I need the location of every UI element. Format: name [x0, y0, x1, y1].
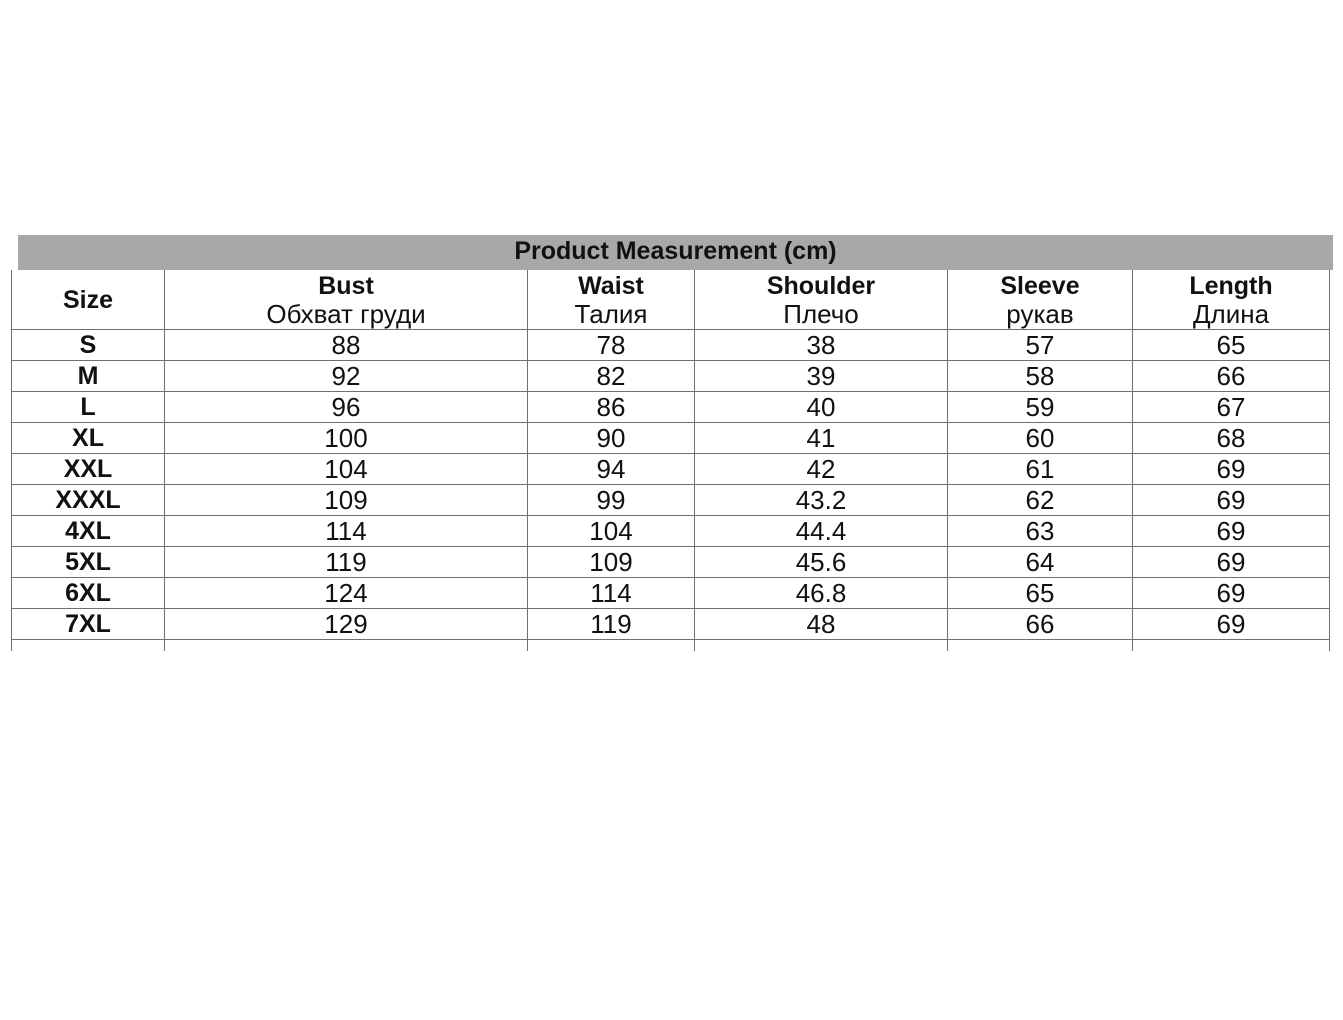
- table-row: [12, 361, 1330, 392]
- cell-shoulder: 46.8: [695, 578, 948, 609]
- cell-sleeve: 62: [948, 485, 1133, 516]
- column-header-label-en: Length: [1189, 271, 1273, 300]
- cell-waist: 94: [528, 454, 695, 485]
- column-header-label-en: Waist: [578, 271, 644, 300]
- size-table: [11, 270, 1330, 651]
- cell-shoulder: 45.6: [695, 547, 948, 578]
- cell-waist: 114: [528, 578, 695, 609]
- empty-cell: [695, 640, 948, 652]
- cell-shoulder: 44.4: [695, 516, 948, 547]
- empty-cell: [528, 640, 695, 652]
- cell-sleeve: 57: [948, 330, 1133, 361]
- cell-sleeve: 59: [948, 392, 1133, 423]
- cell-length: 68: [1133, 423, 1330, 454]
- column-header-label-ru: Длина: [1192, 298, 1270, 329]
- cell-waist: 78: [528, 330, 695, 361]
- column-header-label-en: Bust: [318, 271, 374, 300]
- cell-waist: 86: [528, 392, 695, 423]
- cell-size: L: [12, 392, 165, 423]
- cell-sleeve: 65: [948, 578, 1133, 609]
- cell-bust: 119: [165, 547, 528, 578]
- cell-waist: 90: [528, 423, 695, 454]
- cell-length: 69: [1133, 454, 1330, 485]
- column-header-label-ru: Плечо: [783, 298, 859, 329]
- cell-length: 69: [1133, 516, 1330, 547]
- cell-waist: 104: [528, 516, 695, 547]
- cell-shoulder: 38: [695, 330, 948, 361]
- column-header-label-en: Shoulder: [766, 271, 876, 300]
- table-row: [12, 547, 1330, 578]
- cell-size: 7XL: [12, 609, 165, 640]
- column-header-label-ru: Талия: [574, 298, 648, 329]
- cell-size: 6XL: [12, 578, 165, 609]
- table-row: [12, 330, 1330, 361]
- cell-shoulder: 43.2: [695, 485, 948, 516]
- cell-length: 66: [1133, 361, 1330, 392]
- cell-bust: 114: [165, 516, 528, 547]
- table-row: [12, 609, 1330, 640]
- column-header-shoulder: [695, 270, 948, 330]
- cell-bust: 100: [165, 423, 528, 454]
- cell-size: XXL: [12, 454, 165, 485]
- cell-shoulder: 41: [695, 423, 948, 454]
- cell-sleeve: 64: [948, 547, 1133, 578]
- cell-size: M: [12, 361, 165, 392]
- cell-size: S: [12, 330, 165, 361]
- table-row: [12, 485, 1330, 516]
- table-row: [12, 516, 1330, 547]
- column-header-label-ru: Обхват груди: [266, 298, 426, 329]
- column-header-label-ru: рукав: [1006, 298, 1074, 329]
- table-row: [12, 578, 1330, 609]
- table-tail-row: [12, 640, 1330, 652]
- header-row: [12, 270, 1330, 330]
- cell-sleeve: 63: [948, 516, 1133, 547]
- empty-cell: [12, 640, 165, 652]
- cell-sleeve: 66: [948, 609, 1133, 640]
- table-row: [12, 454, 1330, 485]
- cell-bust: 96: [165, 392, 528, 423]
- cell-bust: 104: [165, 454, 528, 485]
- empty-cell: [165, 640, 528, 652]
- empty-cell: [948, 640, 1133, 652]
- empty-cell: [1133, 640, 1330, 652]
- column-header-sleeve: [948, 270, 1133, 330]
- cell-size: 5XL: [12, 547, 165, 578]
- cell-waist: 99: [528, 485, 695, 516]
- cell-length: 65: [1133, 330, 1330, 361]
- cell-bust: 109: [165, 485, 528, 516]
- cell-length: 69: [1133, 578, 1330, 609]
- table-title: Product Measurement (cm): [18, 235, 1333, 270]
- cell-bust: 92: [165, 361, 528, 392]
- cell-sleeve: 60: [948, 423, 1133, 454]
- cell-length: 67: [1133, 392, 1330, 423]
- cell-waist: 82: [528, 361, 695, 392]
- cell-length: 69: [1133, 609, 1330, 640]
- cell-length: 69: [1133, 547, 1330, 578]
- cell-sleeve: 61: [948, 454, 1133, 485]
- column-header-waist: [528, 270, 695, 330]
- size-chart: [11, 270, 1329, 651]
- column-header-bust: [165, 270, 528, 330]
- column-header-length: [1133, 270, 1330, 330]
- cell-size: XL: [12, 423, 165, 454]
- table-row: [12, 392, 1330, 423]
- cell-bust: 129: [165, 609, 528, 640]
- cell-length: 69: [1133, 485, 1330, 516]
- table-row: [12, 423, 1330, 454]
- cell-shoulder: 39: [695, 361, 948, 392]
- cell-waist: 109: [528, 547, 695, 578]
- cell-size: XXXL: [12, 485, 165, 516]
- cell-bust: 124: [165, 578, 528, 609]
- cell-sleeve: 58: [948, 361, 1133, 392]
- cell-size: 4XL: [12, 516, 165, 547]
- cell-shoulder: 48: [695, 609, 948, 640]
- cell-shoulder: 40: [695, 392, 948, 423]
- cell-waist: 119: [528, 609, 695, 640]
- cell-bust: 88: [165, 330, 528, 361]
- column-header-size: Size: [12, 270, 165, 330]
- column-header-label-en: Sleeve: [1000, 271, 1080, 300]
- cell-shoulder: 42: [695, 454, 948, 485]
